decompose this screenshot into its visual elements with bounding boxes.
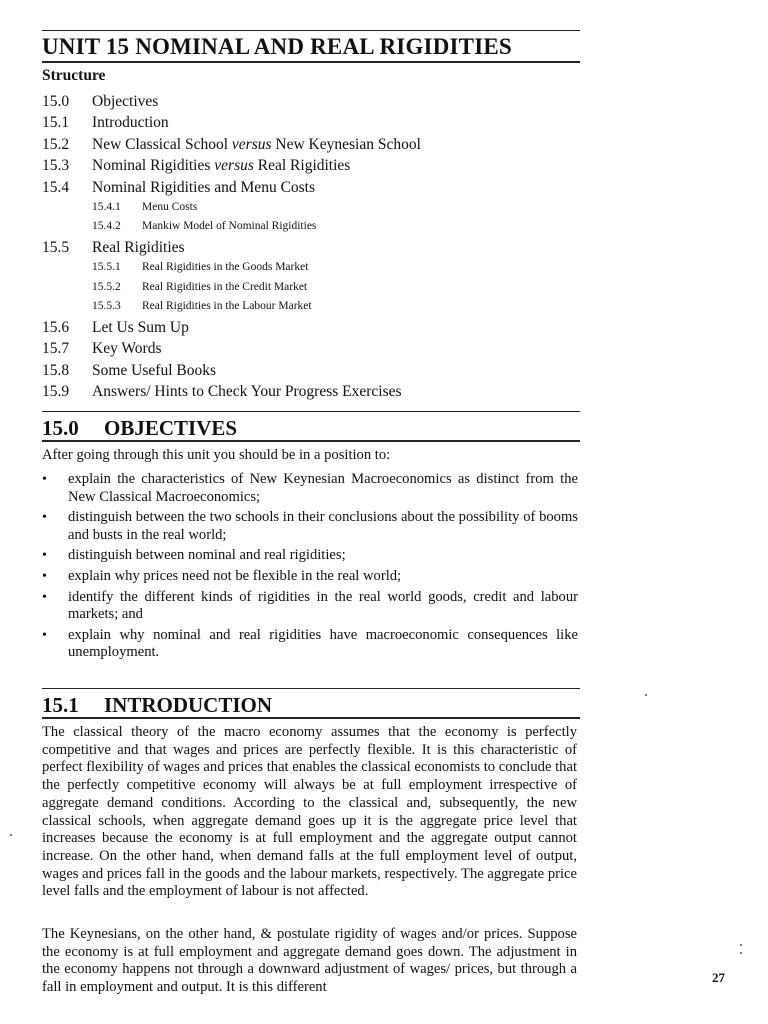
list-item: • distinguish between the two schools in their conclusions about the possibility of booms and busts in the real world;: [42, 509, 578, 543]
toc-item: 15.8 Some Useful Books: [42, 361, 216, 379]
list-item: • explain the characteristics of New Keynesian Macroeconomics as distinct from the New Classical Macroeconomics;: [42, 471, 578, 505]
title-underline: [42, 61, 580, 63]
objectives-intro: After going through this unit you should be in a position to:: [42, 447, 391, 463]
toc-item: 15.3 Nominal Rigidities versus Real Rigidities: [42, 157, 351, 175]
toc-item: 15.0 Objectives: [42, 93, 159, 110]
scan-speck: [645, 694, 647, 696]
objectives-top-rule: [42, 411, 580, 412]
table-of-contents: [42, 91, 582, 402]
list-item: • explain why nominal and real rigidities have macroeconomic consequences like unemployment.: [42, 626, 578, 661]
toc-subitem: 15.5.2 Real Rigidities in the Credit Market: [92, 280, 308, 293]
introduction-paragraph: The classical theory of the macro economy assumes that the economy is perfectly competitive and that wages and prices are perfectly flexible. It is this characteristic of perfect flexibility of wages and prices that enables the classical economists to conclude that the perfectly competitive economy will always be at full employment irrespective of aggregate demand conditions. According to the classical and, subsequently, the new classical schools, when aggregate demand goes up it is the aggregate price level that increases because the economy is at full employment and the aggregate output cannot increase. On the other hand, when demand falls at the full employment level of output, wages and prices fall in the goods and the labour markets, respectively. The aggregate price level falls and the employment of labour is not affected.: [42, 724, 577, 900]
toc-item: 15.7 Key Words: [42, 340, 162, 358]
structure-heading: Structure: [42, 67, 106, 84]
toc-subitem: 15.5.3 Real Rigidities in the Labour Market: [92, 300, 312, 313]
introduction-underline: [42, 717, 580, 719]
toc-item: 15.1 Introduction: [42, 114, 169, 132]
unit-title: UNIT 15 NOMINAL AND REAL RIGIDITIES: [42, 34, 512, 59]
toc-subitem: 15.4.2 Mankiw Model of Nominal Rigidities: [92, 220, 317, 233]
toc-item: 15.6 Let Us Sum Up: [42, 318, 189, 336]
toc-subitem: 15.4.1 Menu Costs: [92, 200, 198, 213]
toc-item: 15.2 New Classical School versus New Keynesian School: [42, 135, 421, 153]
list-item: • explain why prices need not be flexible in the real world;: [42, 568, 402, 585]
toc-item: 15.5 Real Rigidities: [42, 238, 185, 256]
objectives-list: [42, 471, 578, 665]
scan-speck: [740, 944, 742, 946]
list-item: • distinguish between nominal and real rigidities;: [42, 547, 346, 564]
top-rule: [42, 30, 580, 31]
toc-subitem: 15.5.1 Real Rigidities in the Goods Market: [92, 261, 309, 274]
introduction-top-rule: [42, 688, 580, 689]
toc-item: 15.4 Nominal Rigidities and Menu Costs: [42, 178, 316, 196]
toc-item: 15.9 Answers/ Hints to Check Your Progress Exercises: [42, 383, 402, 401]
scan-speck: [740, 952, 742, 954]
page-number: 27: [712, 970, 725, 985]
objectives-heading: 15.0 OBJECTIVES: [42, 416, 238, 440]
objectives-underline: [42, 440, 580, 442]
scan-speck: [10, 834, 12, 836]
introduction-paragraph: The Keynesians, on the other hand, & postulate rigidity of wages and/or prices. Suppose the economy is at full employment and aggregate demand goes down. The adjustment in the economy happens not through a downward adjustment of wages/ prices, but through a fall in employment and output. It is this different: [42, 926, 577, 996]
introduction-heading: 15.1 INTRODUCTION: [42, 693, 273, 717]
list-item: • identify the different kinds of rigidities in the real world goods, credit and labour markets; and: [42, 588, 578, 623]
